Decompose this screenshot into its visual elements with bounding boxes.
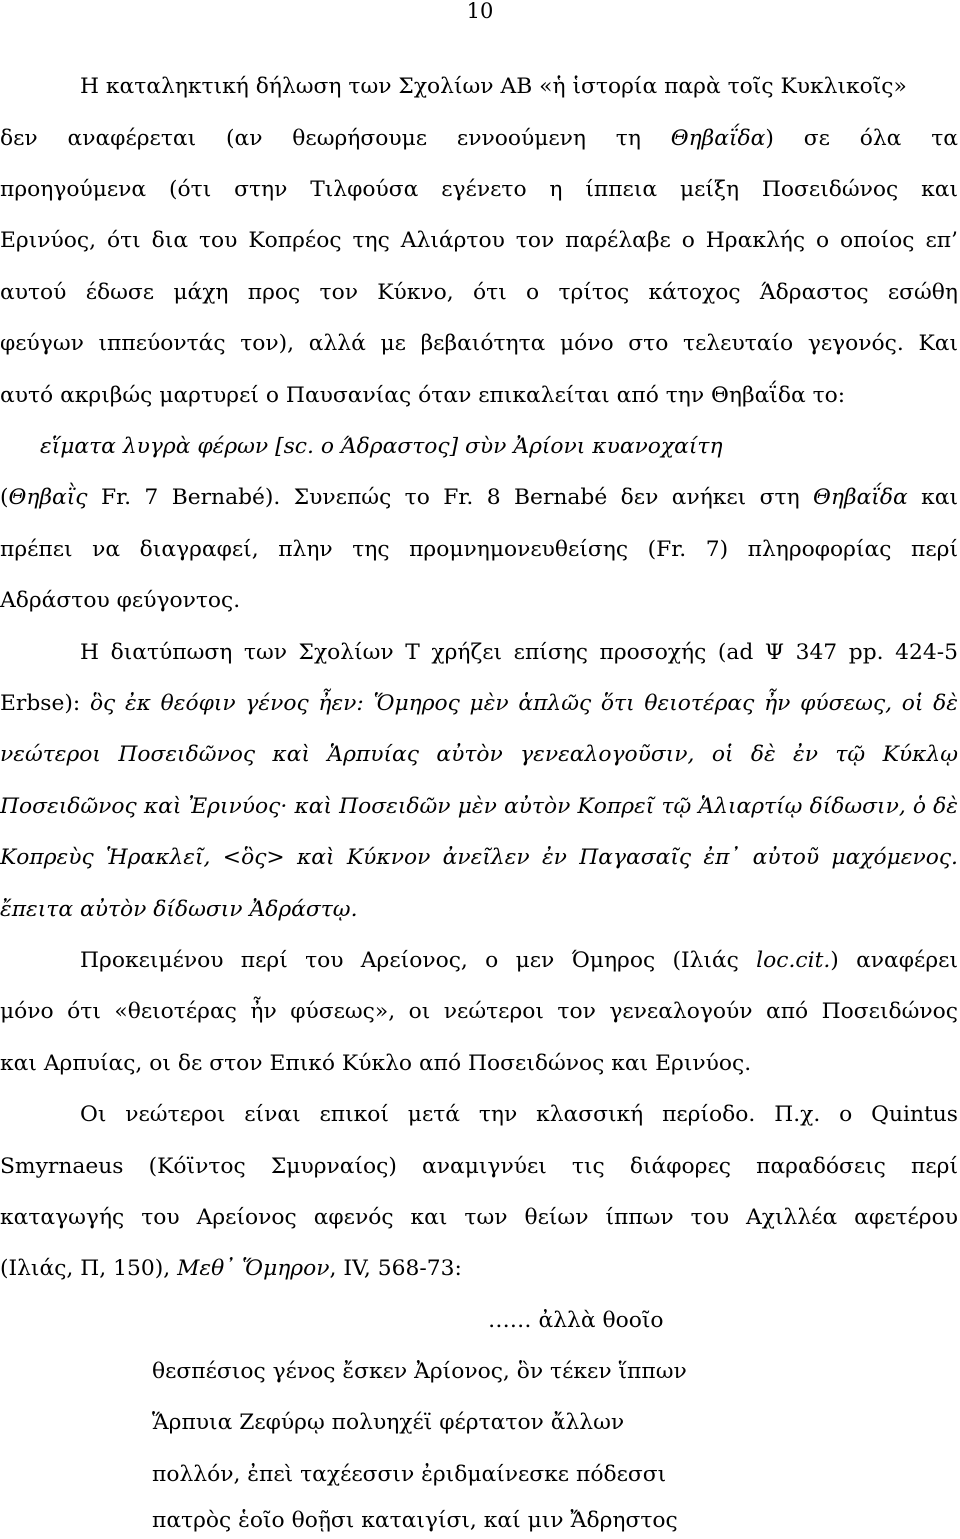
- text-line: [0, 124, 958, 154]
- italic-text: ἔπειτα αὐτὸν δίδωσιν Ἀδράστῳ.: [0, 897, 358, 922]
- italic-text: Θηβαΐδα: [670, 126, 766, 151]
- text-segment: καταγωγής του Αρείονος αφενός και των θείων ίππων του Αχιλλέα αφετέρου: [0, 1205, 958, 1230]
- quoted-verse-line: [488, 1306, 958, 1336]
- text-segment: Ερινύος, ότι δια του Κοπρέος της Αλιάρτου τον παρέλαβε ο Ηρακλής ο οποίος επ’: [0, 228, 958, 253]
- text-line: [0, 740, 958, 770]
- page-number: 10: [466, 0, 494, 23]
- text-line: [0, 586, 958, 616]
- text-segment: φεύγων ιππεύοντάς τον), αλλά με βεβαιότητα μόνο στο τελευταίο γεγονός. Και: [0, 331, 958, 356]
- text-segment: και: [907, 485, 958, 510]
- text-segment: Fr. 7 Bernabé). Συνεπώς το Fr. 8 Bernabé δεν ανήκει στη: [87, 485, 814, 510]
- text-segment: πολλόν, ἐπεὶ ταχέεσσιν ἐριδμαίνεσκε πόδεσσι: [152, 1462, 667, 1487]
- italic-text: Θηβαΐδα: [813, 485, 908, 510]
- text-line: [0, 381, 958, 411]
- text-line: [0, 329, 958, 359]
- text-segment: , IV, 568-73:: [329, 1256, 462, 1281]
- text-line: [0, 997, 958, 1027]
- italic-text: Μεθ᾽ Ὅμηρον: [177, 1256, 330, 1281]
- text-segment: Αδράστου φεύγοντος.: [0, 588, 241, 613]
- text-line: [0, 226, 958, 256]
- text-segment: (: [0, 485, 9, 510]
- text-segment: Προκειμένου περί του Αρείονος, ο μεν Όμηρος (Ιλιάς: [80, 948, 757, 973]
- text-segment: θεσπέσιος γένος ἔσκεν Ἀρίονος, ὃν τέκεν ἵππων: [152, 1359, 687, 1384]
- text-line: [0, 1254, 958, 1284]
- text-segment: Η διατύπωση των Σχολίων Τ χρήζει επίσης προσοχής (ad Ψ 347 pp. 424-5: [80, 640, 958, 665]
- quoted-verse-line: [152, 1357, 952, 1387]
- text-line: [0, 843, 958, 873]
- text-line: [0, 278, 958, 308]
- italic-text: Θηβαῒς: [8, 485, 88, 510]
- text-line: [0, 1049, 958, 1079]
- text-line: [0, 175, 958, 205]
- text-segment: Smyrnaeus (Κόϊντος Σμυρναίος) αναμιγνύει τις διάφορες παραδόσεις περί: [0, 1154, 958, 1179]
- text-line: [0, 895, 958, 925]
- text-segment: δεν αναφέρεται (αν θεωρήσουμε εννοούμενη τη: [0, 126, 671, 151]
- text-line: [0, 689, 958, 719]
- italic-text: Κοπρεὺς Ἡρακλεῖ, <ὃς> καὶ Κύκνον ἀνεῖλεν ἐν Παγασαῖς ἐπ᾽ αὐτοῦ μαχόμενος.: [0, 845, 958, 870]
- text-segment: Οι νεώτεροι είναι επικοί μετά την κλασσική περίοδο. Π.χ. ο Quintus: [80, 1102, 958, 1127]
- text-line: [0, 535, 958, 565]
- text-segment: Η καταληκτική δήλωση των Σχολίων ΑΒ «ἡ ἱστορία παρὰ τοῖς Κυκλικοῖς»: [80, 74, 907, 99]
- quoted-verse-line: [152, 1460, 952, 1490]
- text-segment: προηγούμενα (ότι στην Τιλφούσα εγένετο η ίππεια μείξη Ποσειδώνος και: [0, 177, 958, 202]
- text-segment: πρέπει να διαγραφεί, πλην της προμνημονευθείσης (Fr. 7) πληροφορίας περί: [0, 537, 958, 562]
- text-segment: ) σε όλα τα: [765, 126, 958, 151]
- text-segment: και Αρπυίας, οι δε στον Επικό Κύκλο από Ποσειδώνος και Ερινύος.: [0, 1051, 752, 1076]
- quoted-verse-line: [152, 1506, 952, 1536]
- text-line: [0, 792, 958, 822]
- text-line: [80, 638, 958, 668]
- text-segment: Erbse):: [0, 691, 90, 716]
- text-line: [0, 1152, 958, 1182]
- text-line: [0, 483, 958, 513]
- quoted-verse-line: [152, 1408, 952, 1438]
- italic-text: loc.cit.: [756, 948, 831, 973]
- text-segment: πατρὸς ἑοῖο θοῇσι καταιγίσι, καί μιν Ἄδρηστος: [152, 1508, 678, 1533]
- text-segment: αυτό ακριβώς μαρτυρεί ο Παυσανίας όταν επικαλείται από την Θηβαΐδα το:: [0, 383, 846, 408]
- text-segment: αυτού έδωσε μάχη προς τον Κύκνο, ότι ο τρίτος κάτοχος Άδραστος εσώθη: [0, 280, 958, 305]
- text-line: [80, 1100, 958, 1130]
- text-line: [80, 72, 958, 102]
- quoted-verse-line: [40, 432, 940, 462]
- italic-text: νεώτεροι Ποσειδῶνος καὶ Ἁρπυίας αὐτὸν γενεαλογοῦσιν, οἱ δὲ ἐν τῷ Κύκλῳ: [0, 742, 958, 767]
- text-segment: …… ἀλλὰ θοοῖο: [488, 1308, 664, 1333]
- text-segment: ) αναφέρει: [830, 948, 958, 973]
- text-segment: μόνο ότι «θειοτέρας ἦν φύσεως», οι νεώτεροι τον γενεαλογούν από Ποσειδώνος: [0, 999, 958, 1024]
- italic-text: εἵματα λυγρὰ φέρων [sc. ο Άδραστος] σὺν Ἀρίονι κυανοχαίτη: [40, 434, 723, 459]
- italic-text: ὃς ἐκ θεόφιν γένος ἦεν: Ὅμηρος μὲν ἁπλῶς ὅτι θειοτέρας ἦν φύσεως, οἱ δὲ: [89, 691, 958, 716]
- text-segment: (Ιλιάς, Π, 150),: [0, 1256, 178, 1281]
- text-segment: Ἅρπυια Ζεφύρῳ πολυηχέϊ φέρτατον ἄλλων: [152, 1410, 625, 1435]
- text-line: [0, 1203, 958, 1233]
- text-line: [80, 946, 958, 976]
- italic-text: Ποσειδῶνος καὶ Ἐρινύος· καὶ Ποσειδῶν μὲν αὐτὸν Κοπρεῖ τῷ Ἁλιαρτίῳ δίδωσιν, ὁ δὲ: [0, 794, 958, 819]
